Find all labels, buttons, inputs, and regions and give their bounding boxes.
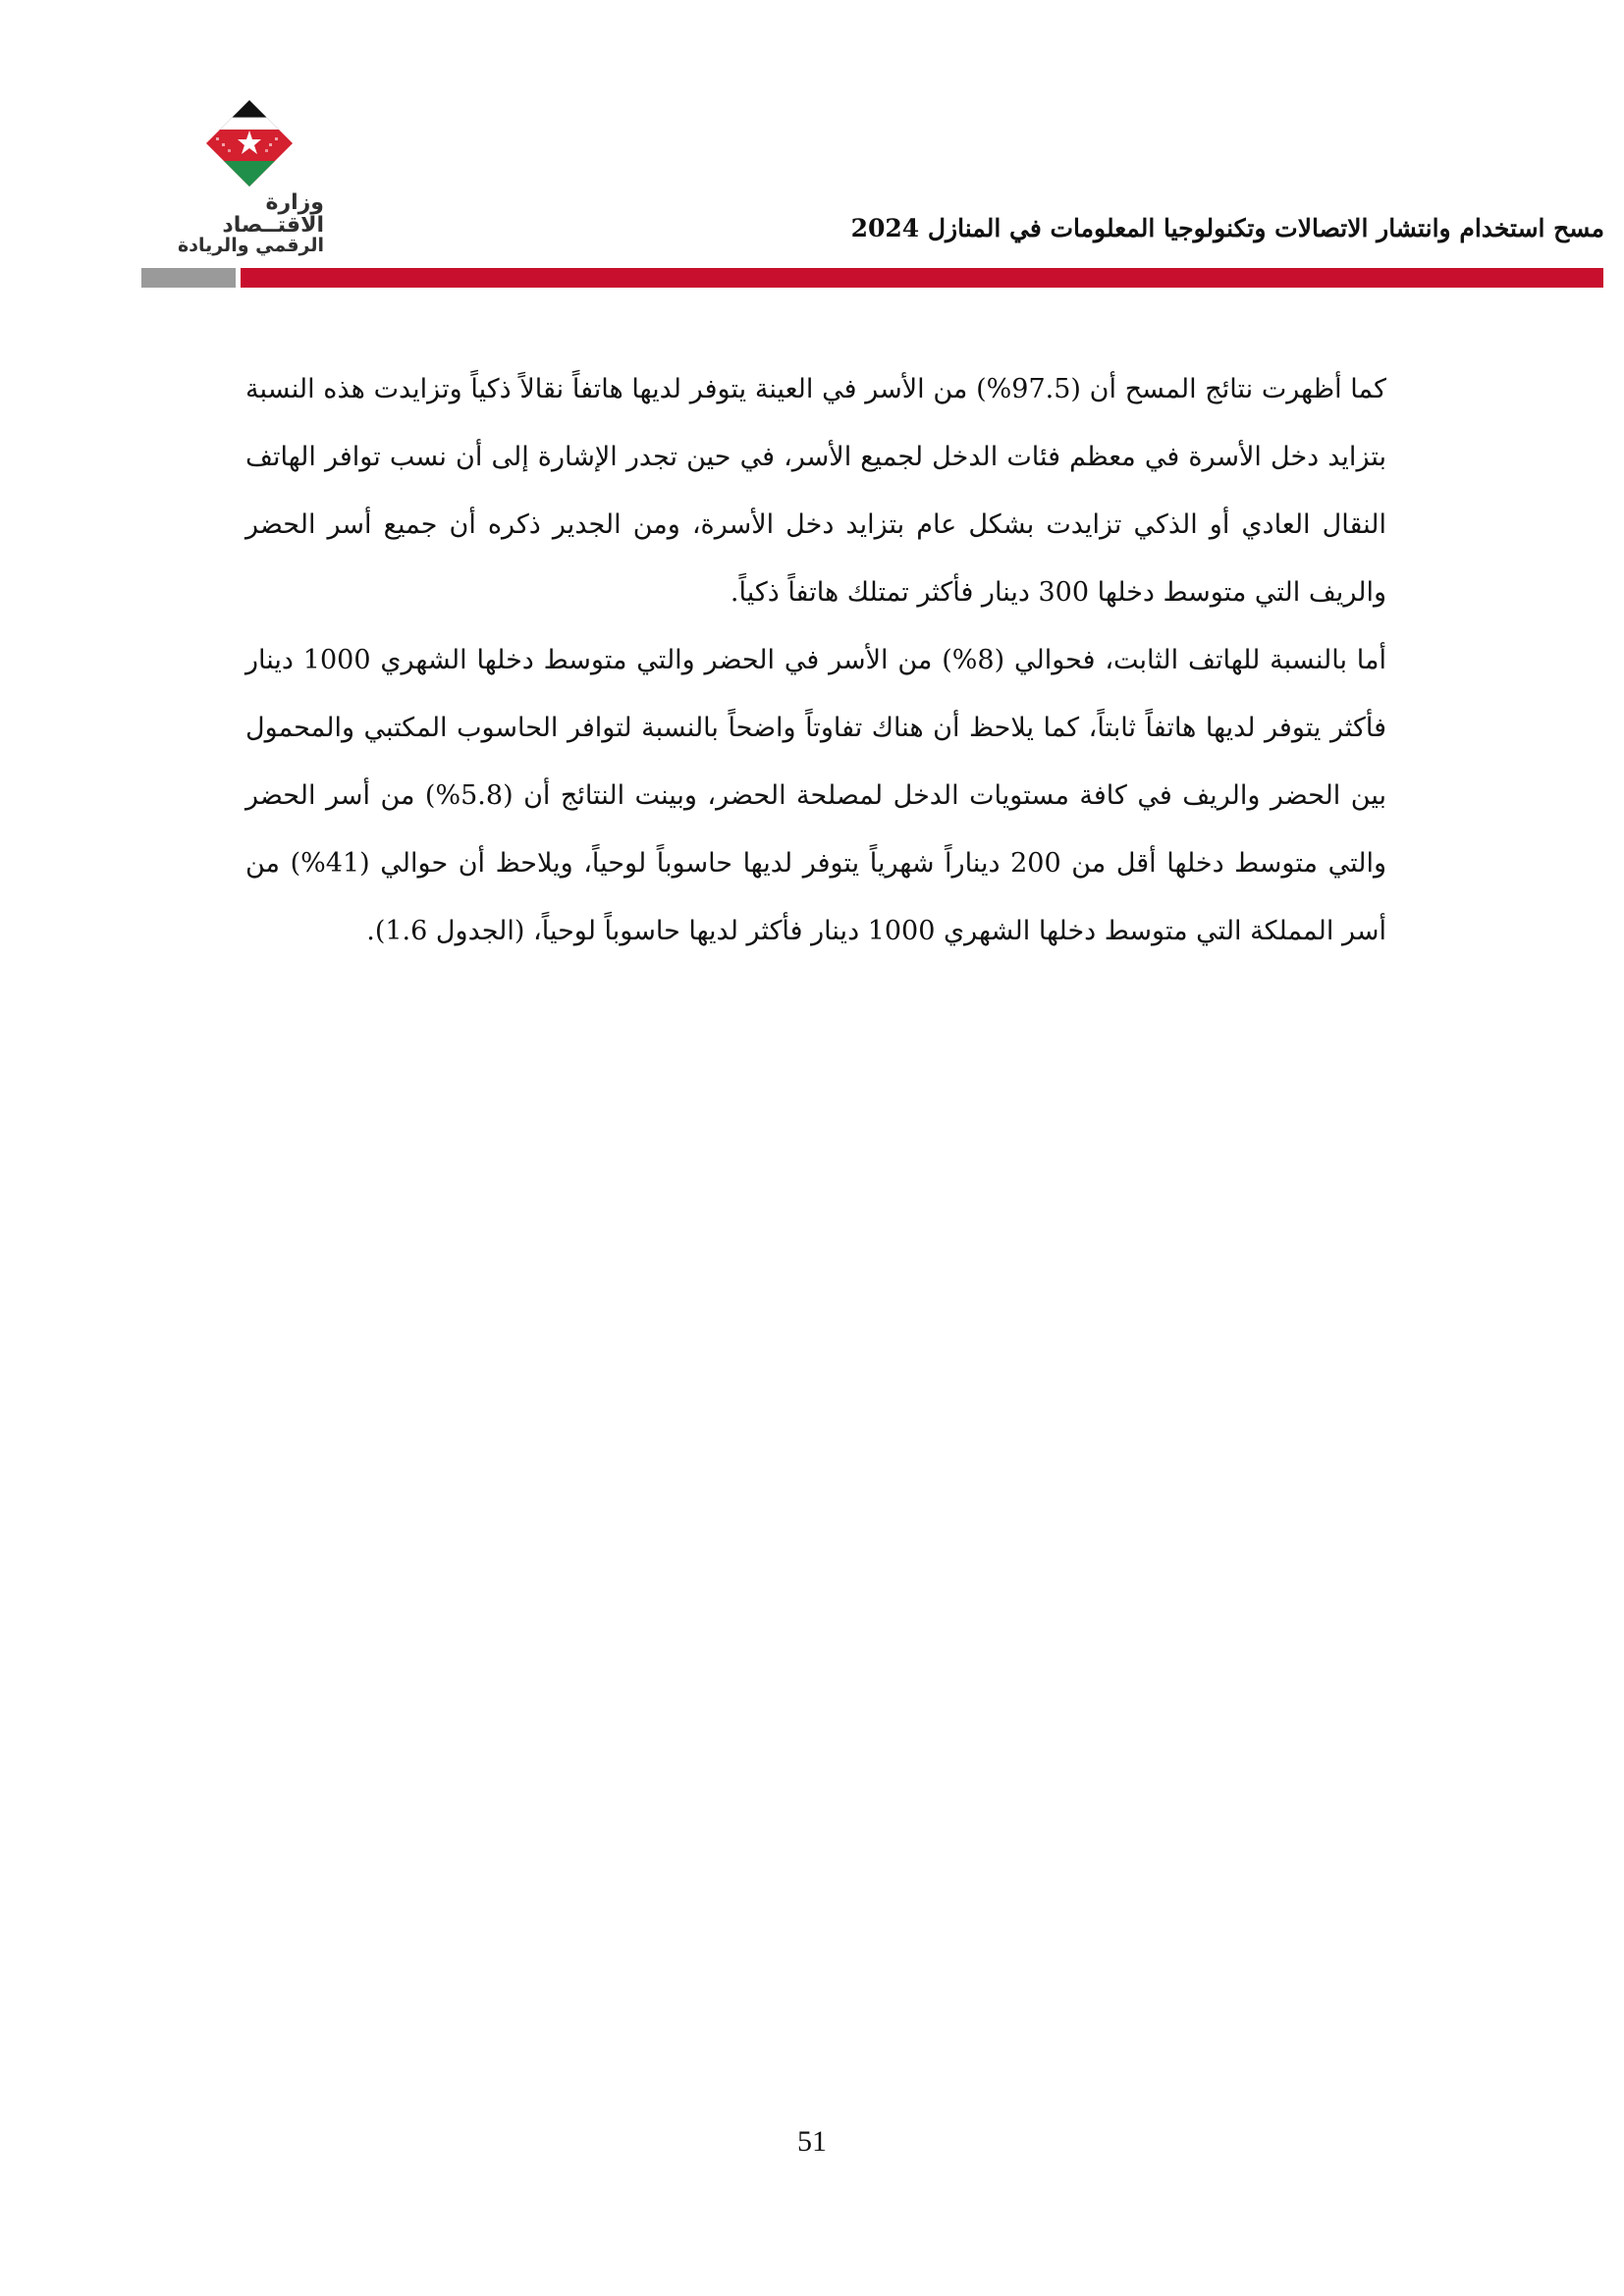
logo-line-1: وزارة الاقتــصاد <box>222 190 324 239</box>
logo-line-2: الرقمي والريادة <box>178 235 324 257</box>
paragraph-smartphones: كما أظهرت نتائج المسح أن (97.5%) من الأسر في العينة يتوفر لديها هاتفاً نقالاً ذكياً وتزايدت هذه النسبة بتزايد دخل الأسرة في معظم فئات الدخل لجميع الأسر، في حين تجدر الإشارة إلى أن نسب توافر الهاتف النقال العادي أو الذكي تزايدت بشكل عام بتزايد دخل الأسرة، ومن الجدير ذكره أن جميع أسر الحضر والريف التي متوسط دخلها 300 دينار فأكثر تمتلك هاتفاً ذكياً. <box>245 374 1386 608</box>
ministry-logo <box>177 98 324 257</box>
header-rule-red <box>241 268 1603 288</box>
body-text <box>245 355 1386 965</box>
header-rule-gray <box>141 268 236 288</box>
logo-wordmark <box>177 191 324 256</box>
document-title: مسح استخدام وانتشار الاتصالات وتكنولوجيا المعلومات في المنازل 2024 <box>850 214 1604 242</box>
page-number: 51 <box>797 2125 827 2158</box>
paragraph-landline-computers: أما بالنسبة للهاتف الثابت، فحوالي (8%) من الأسر في الحضر والتي متوسط دخلها الشهري 1000 دينار فأكثر يتوفر لديها هاتفاً ثابتاً، كما يلاحظ أن هناك تفاوتاً واضحاً بالنسبة لتوافر الحاسوب المكتبي والمحمول بين الحضر والريف في كافة مستويات الدخل لمصلحة الحضر، وبينت النتائج أن (5.8%) من أسر الحضر والتي متوسط دخلها أقل من 200 ديناراً شهرياً يتوفر لديها حاسوباً لوحياً، ويلاحظ أن حوالي (41%) من أسر المملكة التي متوسط دخلها الشهري 1000 دينار فأكثر لديها حاسوباً لوحياً، (الجدول 1.6). <box>245 645 1386 946</box>
jordan-emblem-icon <box>204 98 295 188</box>
